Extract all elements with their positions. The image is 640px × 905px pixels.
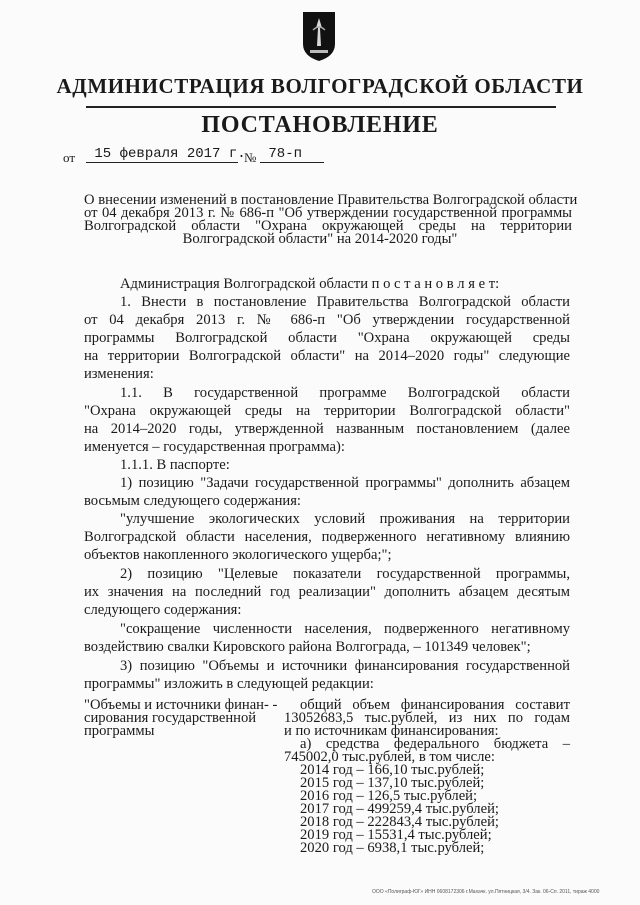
body-paragraph-line: Волгоградской области населения, подверженного негативному влиянию [84,529,570,545]
body-paragraph-line: воздействию свалки Кировского района Волгограда, – 101349 человек"; [84,639,531,655]
document-number [260,146,324,163]
financing-line: 2018 год – 222843,4 тыс.рублей; [300,814,499,830]
header-divider [86,106,556,108]
body-paragraph-line: 1. Внести в постановление Правительства Волгоградской области [120,294,570,310]
financing-line: 2014 год – 166,10 тыс.рублей; [300,762,485,778]
financing-line: 2020 год – 6938,1 тыс.рублей; [300,840,485,856]
coat-of-arms-emblem [301,10,337,62]
table-label-line: программы [84,723,155,739]
body-paragraph-line: программы Волгоградской области "Охрана окружающей среды [84,330,570,346]
table-label-line: "Объемы и источники финан- - [84,697,278,713]
body-paragraph-line: 1.1. В государственной программе Волгоградской области [120,385,570,401]
body-paragraph-line: следующего содержания: [84,602,242,618]
body-paragraph-line: "Охрана окружающей среды на территории Волгоградской области" [84,403,570,419]
print-imprint: ООО «Полиграф-ЮГ» ИНН 0608172306 г.Махачк. ул.Пятницкая, 3/4. Зак. 06-Сп. 2011, тираж 4000 [372,889,600,895]
body-paragraph-line: именуется – государственная программа): [84,439,345,455]
subject-line: от 04 декабря 2013 г. № 686-п "Об утверждении государственной программы [84,205,572,221]
subject-line: Волгоградской области" на 2014-2020 годы" [182,231,458,247]
body-paragraph-line: "сокращение численности населения, подверженного негативному [120,621,570,637]
financing-line: 13052683,5 тыс.рублей, из них по годам [284,710,570,726]
body-paragraph-line: от 04 декабря 2013 г. № 686-п "Об утверждении государственной [84,312,570,328]
body-paragraph-line: 1.1.1. В паспорте: [120,457,230,473]
body-paragraph-line: 1) позицию "Задачи государственной программы" дополнить абзацем [120,475,570,491]
date-label: от [63,150,76,165]
number-label: № [244,150,257,165]
financing-line: а) средства федерального бюджета – [300,736,570,752]
subject-line: О внесении изменений в постановление Правительства Волгоградской области [84,192,578,208]
subject-line: Волгоградской области "Охрана окружающей среды на территории [84,218,572,234]
financing-line: 2016 год – 126,5 тыс.рублей; [300,788,478,804]
table-label-line: сирования государственной [84,710,257,726]
body-paragraph-line: Администрация Волгоградской области п о с т а н о в л я е т: [120,276,500,292]
body-paragraph-line: 3) позицию "Объемы и источники финансирования государственной [120,658,570,674]
body-paragraph-line: "улучшение экологических условий проживания на территории [120,511,570,527]
body-paragraph-line: объектов накопленного экологического ущерба;"; [84,547,392,563]
financing-line: 2015 год – 137,10 тыс.рублей; [300,775,485,791]
financing-line: и по источникам финансирования: [284,723,499,739]
body-paragraph-line: на 2014–2020 годы, утвержденной названным постановлением (далее [84,421,570,437]
document-date-value: 15 февраля 2017 г. [94,146,246,162]
body-paragraph-line: их значения на последний год реализации" дополнить абзацем десятым [84,584,570,600]
financing-line: 745002,0 тыс.рублей, в том числе: [284,749,495,765]
body-paragraph-line: 2) позицию "Целевые показатели государственной программы, [120,566,570,582]
financing-line: общий объем финансирования составит [300,697,570,713]
financing-line: 2019 год – 15531,4 тыс.рублей; [300,827,492,843]
body-paragraph-line: изменения: [84,366,154,382]
document-type-title: ПОСТАНОВЛЕНИЕ [201,112,439,138]
body-paragraph-line: восьмым следующего содержания: [84,493,301,509]
body-paragraph-line: на территории Волгоградской области" на 2014–2020 годы" следующие [84,348,570,364]
document-date [86,146,246,163]
document-number-value: 78-п [268,146,303,162]
organization-name: АДМИНИСТРАЦИЯ ВОЛГОГРАДСКОЙ ОБЛАСТИ [56,74,584,98]
financing-line: 2017 год – 499259,4 тыс.рублей; [300,801,499,817]
body-paragraph-line: программы" изложить в следующей редакции: [84,676,374,692]
